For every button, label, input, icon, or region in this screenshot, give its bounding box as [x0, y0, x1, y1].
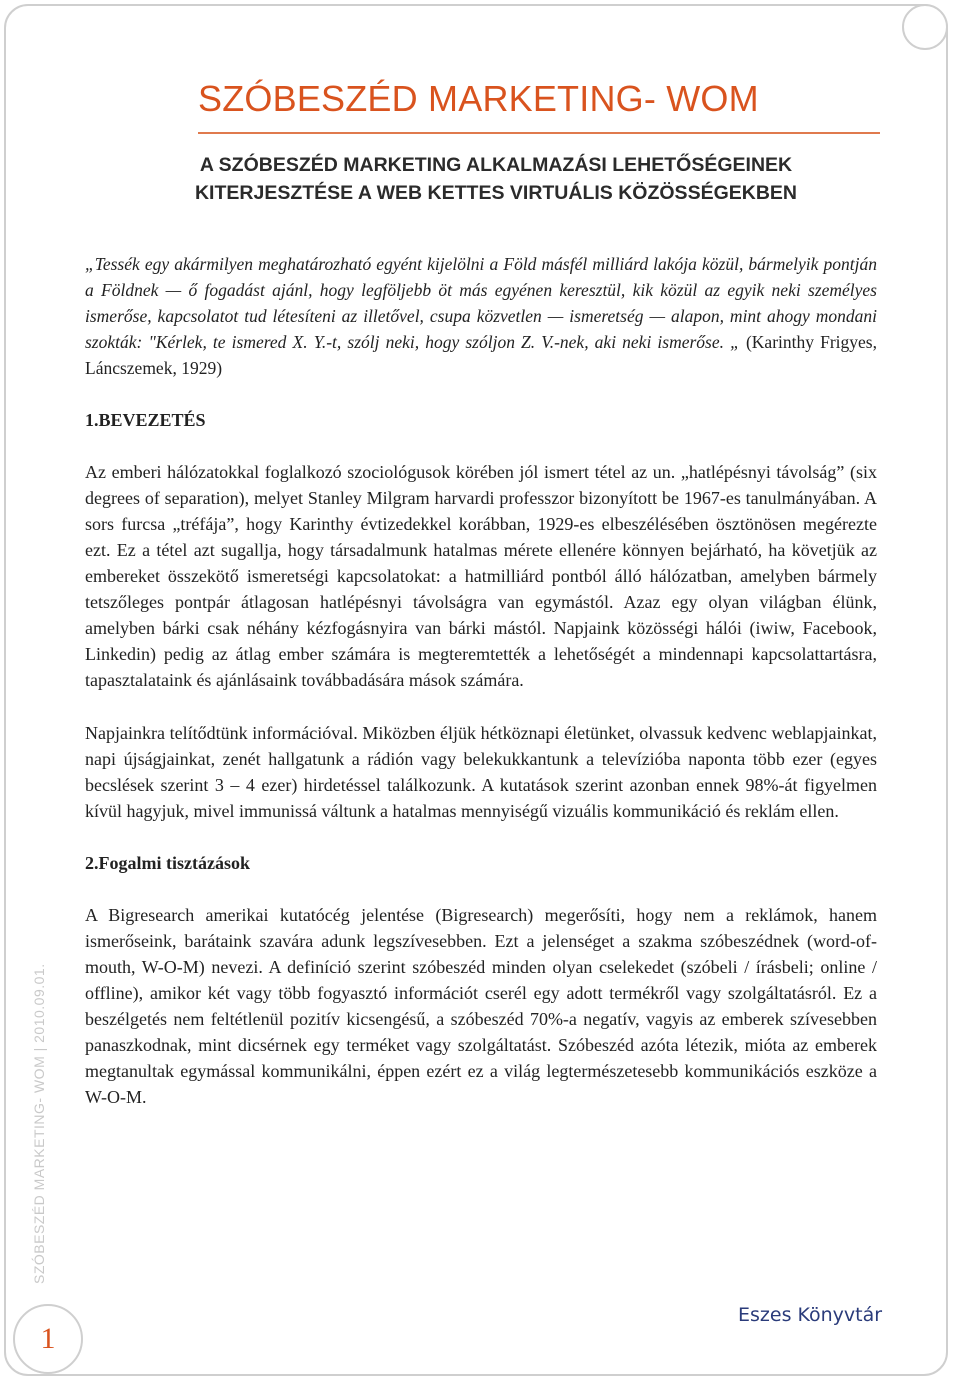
introduction-paragraph-2: Napjainkra telítődtünk információval. Miközben éljük hétköznapi életünket, olvassuk kedvenc weblapjainkat, napi újságjainkat, zenét hallgatunk a rádión vagy belekukkantunk a televízióba naponta több ezer (egyes becslések szerint 3 – 4 ezer) hirdetéssel találkozunk. A kutatások szerint azonban ennek 98%-át figyelmen kívül hagyjuk, mivel immunissá váltunk a hatalmas mennyiségű vizuális kommunikáció és reklám ellen. [85, 723, 877, 821]
definitions-paragraph-1: A Bigresearch amerikai kutatócég jelentése (Bigresearch) megerősíti, hogy nem a reklámok, hanem ismerőseink, barátaink szavára adunk legszívesebben. Ezt a jelenséget a szakma szóbeszédnek (word-of-mouth, W-O-M) nevezi. A definíció szerint szóbeszéd minden olyan cselekedet (szóbeli / írásbeli; online / offline), amikor két vagy több fogyasztó információt cserél egy adott termékről vagy szolgáltatásról. Ez a beszélgetés nem feltétlenül pozitív kicsengésű, a szóbeszéd 70%-a negatív, vagyis az emberek szívesebben panaszkodnak, mint dicsérnek egy terméket vagy szolgáltatást. Szóbeszéd azóta létezik, mióta az emberek megtanultak egymással kommunikálni, éppen ezért ez a világ legtermészetesebb kommunikációs eszköze a W-O-M. [85, 905, 877, 1107]
page-title: SZÓBESZÉD MARKETING- WOM [198, 78, 759, 119]
corner-decoration [902, 4, 948, 50]
title-divider [198, 132, 880, 134]
footer-brand: Eszes Könyvtár [738, 1304, 883, 1326]
document-body [85, 251, 877, 1110]
quote-source: (Karinthy Frigyes, Láncszemek, 1929) [85, 332, 877, 378]
vertical-running-header: SZÓBESZÉD MARKETING- WOM | 2010.09.01. [31, 963, 47, 1284]
subtitle-line-1: A SZÓBESZÉD MARKETING ALKALMAZÁSI LEHETŐSÉGEINEK [199, 154, 793, 176]
page-number-badge [13, 1304, 83, 1374]
subtitle-line-2: KITERJESZTÉSE A WEB KETTES VIRTUÁLIS KÖZÖSSÉGEKBEN [194, 182, 798, 204]
section-heading-introduction: 1.BEVEZETÉS [85, 410, 206, 430]
page-subtitle [166, 151, 826, 207]
page-number: 1 [40, 1322, 56, 1355]
section-heading-definitions: 2.Fogalmi tisztázások [85, 853, 250, 873]
epigraph-quote [85, 251, 877, 381]
introduction-paragraph-1: Az emberi hálózatokkal foglalkozó szociológusok körében jól ismert tétel az un. „hatlépésnyi távolság” (six degrees of separation), melyet Stanley Milgram harvardi professzor bizonyított be 1967-es tanulmányában. A sors furcsa „tréfája”, hogy Karinthy évtizedekkel korábban, 1929-es elbeszélésében ösztönösen megérezte ezt. Ez a tétel azt sugallja, hogy társadalmunk hatalmas mérete ellenére könnyen bejárható, ha követjük az embereket összekötő ismeretségi kapcsolatokat: a hatmilliárd pontból álló hálózatban, amelyben bármely tetszőleges pontpár átlagosan hatlépésnyi távolságra van egymástól. Azaz egy olyan világban élünk, amelyben bárki csak néhány kézfogásnyira van bárki mástól. Napjaink közösségi hálói (iwiw, Facebook, Linkedin) pedig az átlag ember számára is megteremtették a lehetőségét a mindennapi kapcsolattartásra, tapasztalataink és ajánlásaink továbbadására mások számára. [85, 462, 877, 690]
quote-text: „Tessék egy akármilyen meghatározható egyént kijelölni a Föld másfél milliárd lakója közül, bármelyik pontján a Földnek — ő fogadást ajánl, hogy legföljebb öt más egyénen keresztül, kik közül az egyik neki személyes ismerőse, kapcsolatot tud létesíteni az illetővel, csupa közvetlen — ismeretség — alapon, mint ahogy mondani szokták: "Kérlek, te ismered X. Y.-t, szólj neki, hogy szóljon Z. V.-nek, aki neki ismerőse. „ [85, 254, 877, 352]
